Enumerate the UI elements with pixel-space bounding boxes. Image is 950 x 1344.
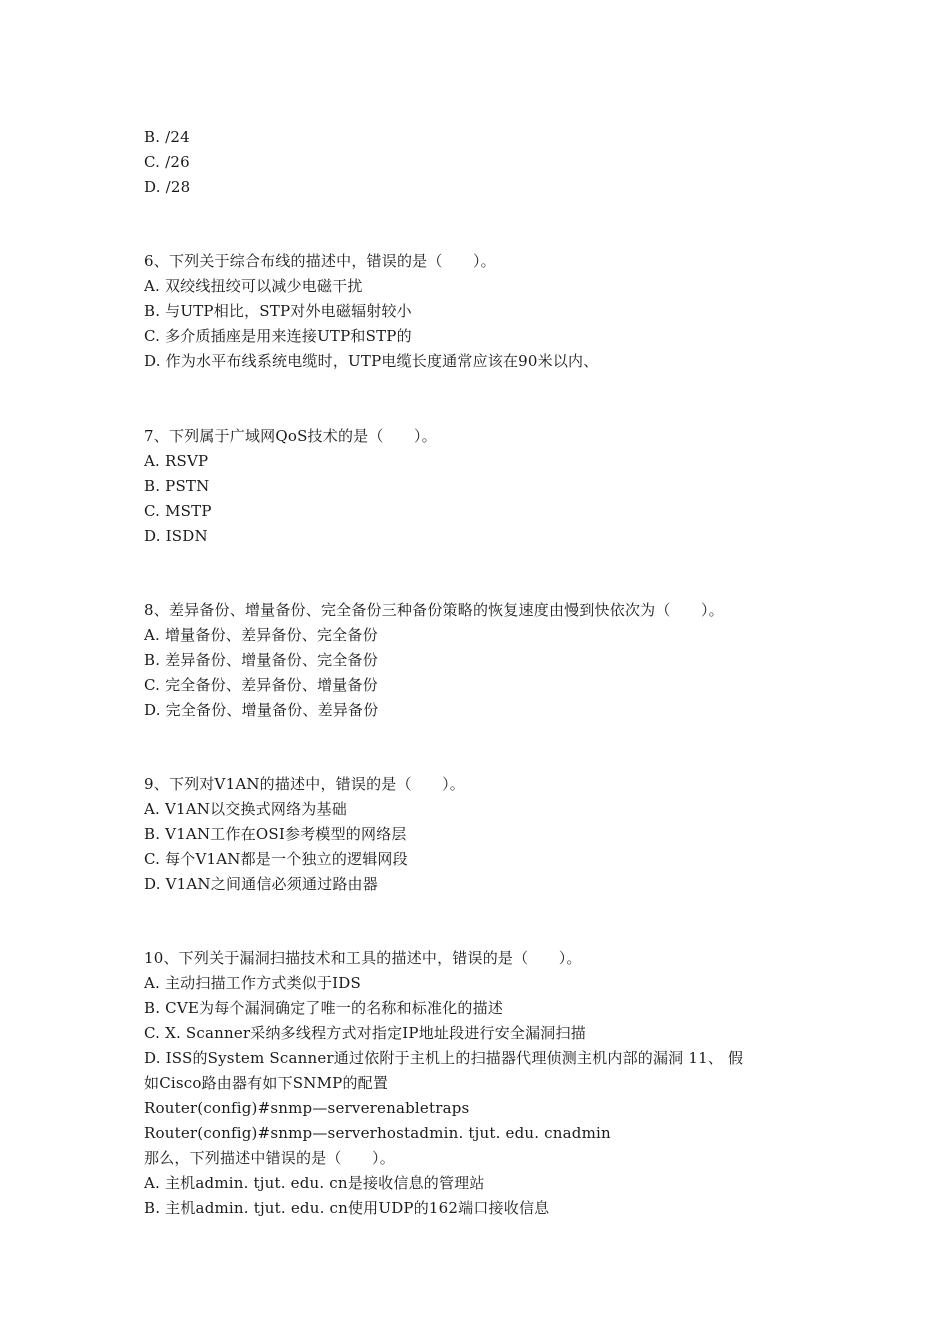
question-10-option-b: B. CVE为每个漏洞确定了唯一的名称和标准化的描述 bbox=[144, 999, 504, 1017]
option-b-24: B. /24 bbox=[144, 128, 190, 146]
config-line-1: Router(config)#snmp—serverenabletraps bbox=[144, 1099, 470, 1117]
question-9-option-b: B. V1AN工作在OSI参考模型的网络层 bbox=[144, 825, 407, 843]
question-9: 9、下列对V1AN的描述中，错误的是（ ）。 bbox=[144, 775, 465, 793]
question-7-option-d: D. ISDN bbox=[144, 527, 208, 545]
question-11-option-b: B. 主机admin. tjut. edu. cn使用UDP的162端口接收信息 bbox=[144, 1199, 550, 1217]
question-8-option-d: D. 完全备份、增量备份、差异备份 bbox=[144, 701, 379, 719]
question-7-option-a: A. RSVP bbox=[144, 452, 209, 470]
question-8: 8、差异备份、增量备份、完全备份三种备份策略的恢复速度由慢到快依次为（ ）。 bbox=[144, 601, 724, 619]
question-8-option-b: B. 差异备份、增量备份、完全备份 bbox=[144, 651, 378, 669]
question-10-option-d: D. ISS的System Scanner通过依附于主机上的扫描器代理侦测主机内部的漏洞 11、 假 bbox=[144, 1049, 744, 1067]
question-10-option-c: C. X. Scanner采纳多线程方式对指定IP地址段进行安全漏洞扫描 bbox=[144, 1024, 586, 1042]
question-6-option-d: D. 作为水平布线系统电缆时，UTP电缆长度通常应该在90米以内、 bbox=[144, 352, 599, 370]
question-7-option-b: B. PSTN bbox=[144, 477, 210, 495]
question-11-prompt: 那么，下列描述中错误的是（ ）。 bbox=[144, 1149, 395, 1167]
question-9-option-a: A. V1AN以交换式网络为基础 bbox=[144, 800, 347, 818]
question-6-option-b: B. 与UTP相比，STP对外电磁辐射较小 bbox=[144, 302, 412, 320]
question-11-continuation: 如Cisco路由器有如下SNMP的配置 bbox=[144, 1074, 389, 1092]
config-line-2: Router(config)#snmp—serverhostadmin. tjut. edu. cnadmin bbox=[144, 1124, 611, 1142]
question-7: 7、下列属于广域网QoS技术的是（ ）。 bbox=[144, 427, 437, 445]
question-10-option-a: A. 主动扫描工作方式类似于IDS bbox=[144, 974, 361, 992]
question-8-option-a: A. 增量备份、差异备份、完全备份 bbox=[144, 626, 378, 644]
question-6-option-a: A. 双绞线扭绞可以减少电磁干扰 bbox=[144, 277, 363, 295]
question-6: 6、下列关于综合布线的描述中，错误的是（ ）。 bbox=[144, 252, 496, 270]
question-9-option-d: D. V1AN之间通信必须通过路由器 bbox=[144, 875, 378, 893]
question-11-option-a: A. 主机admin. tjut. edu. cn是接收信息的管理站 bbox=[144, 1174, 485, 1192]
question-6-option-c: C. 多介质插座是用来连接UTP和STP的 bbox=[144, 327, 412, 345]
question-8-option-c: C. 完全备份、差异备份、增量备份 bbox=[144, 676, 378, 694]
question-10: 10、下列关于漏洞扫描技术和工具的描述中，错误的是（ ）。 bbox=[144, 949, 582, 967]
question-9-option-c: C. 每个V1AN都是一个独立的逻辑网段 bbox=[144, 850, 408, 868]
question-7-option-c: C. MSTP bbox=[144, 502, 212, 520]
option-d-28: D. /28 bbox=[144, 178, 191, 196]
option-c-26: C. /26 bbox=[144, 153, 190, 171]
